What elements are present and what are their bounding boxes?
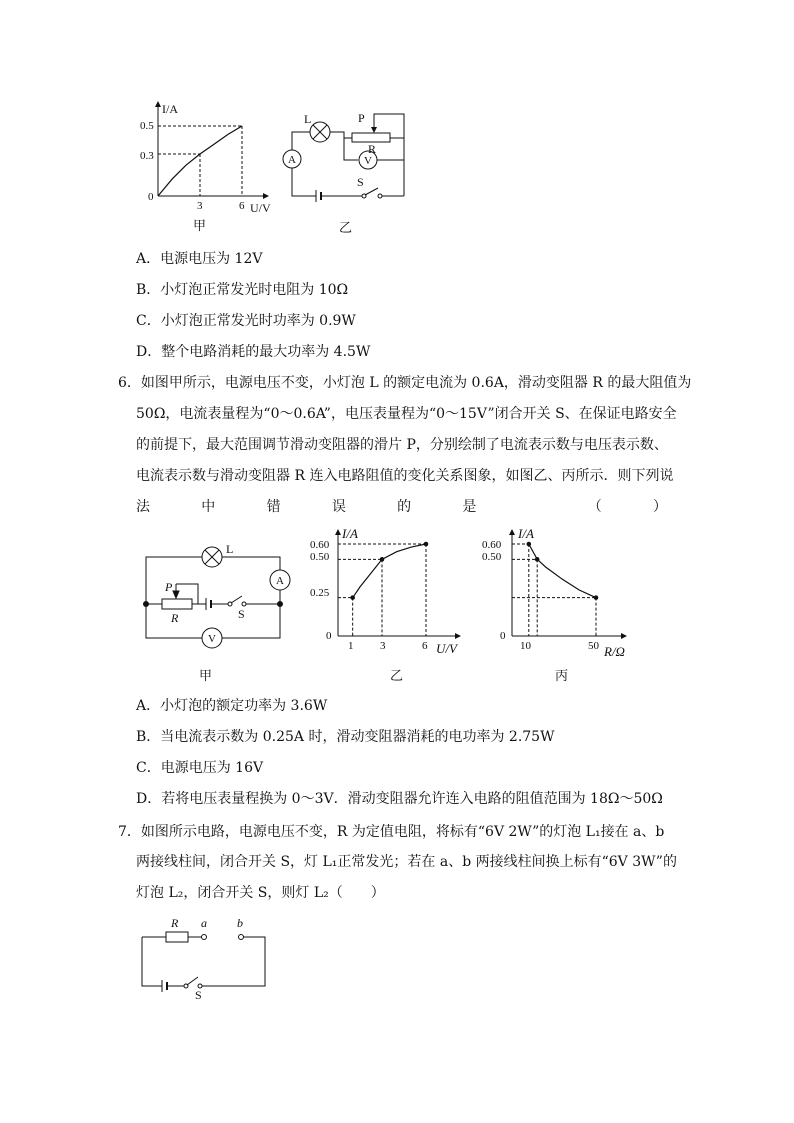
q5-option-c: C．小灯泡正常发光时功率为 0.9W [136,313,356,329]
q6-stem-line: 电流表示数与滑动变阻器 R 连入电路阻值的变化关系图象，如图乙、丙所示．则下列说 [136,468,674,484]
y-tick-label: 0.5 [140,120,154,132]
switch-label: S [238,607,245,621]
fig5-caption-yi: 乙 [339,221,353,236]
q6-stem-line: 的前提下，最大范围调节滑动变阻器的滑片 P，分别绘制了电流表示数与电压表示数、 [136,437,668,453]
fig6-caption-jia: 甲 [199,669,213,684]
voltmeter-label: V [364,155,372,167]
q6-char: 错 [266,499,281,515]
lamp-label: L [226,542,234,556]
data-point [594,596,598,600]
q6-option-a: A．小灯泡的额定功率为 3.6W [136,698,328,714]
y-axis-label: I/A [518,526,534,541]
q6-option-d: D．若将电压表量程换为 0～3V．滑动变阻器允许连入电路的阻值范围为 18Ω～50Ω [136,791,663,807]
fig6-iu-graph [310,522,470,657]
y-tick-label: 0.50 [482,551,502,563]
y-tick-label: 0.50 [310,551,330,563]
x-tick-label: 10 [520,640,531,652]
lamp-label: L [304,112,312,126]
resistor-label: R [171,611,179,625]
fig6-caption-bing: 丙 [555,669,569,684]
ammeter-label: A [288,154,296,166]
q6-char: 法 [136,499,150,515]
x-tick-label: 3 [197,200,203,212]
fig5-iu-graph [140,98,280,238]
answer-paren-close: ） [652,499,667,515]
x-tick-label: 1 [348,640,354,652]
y-tick-label: 0.3 [140,150,154,162]
resistor-label: R [368,142,377,156]
fig6-caption-yi: 乙 [390,669,404,684]
fig6-ir-graph [480,522,640,662]
q6-char: 的 [397,499,412,515]
data-point [424,542,428,546]
q7-stem-line: 两接线柱间，闭合开关 S，灯 L₁正常发光；若在 a、b 两接线柱间换上标有“6V 3W”的 [136,854,677,870]
series-line [353,544,426,598]
y-axis-label: I/A [162,102,178,116]
q6-stem-last-line [136,498,667,516]
switch-label: S [195,988,202,1002]
voltmeter-label: V [208,633,216,645]
origin-label: 0 [326,630,332,642]
q5-option-d: D．整个电路消耗的最大功率为 4.5W [136,344,371,360]
y-tick-label: 0.60 [482,539,502,551]
x-tick-label: 6 [239,200,245,212]
q6-char: 中 [201,499,216,515]
q6-stem-line: 50Ω，电流表量程为“0～0.6A”，电压表量程为“0～15V”闭合开关 S、在保证电路安全 [136,406,677,422]
terminal-a-label: a [201,916,207,930]
origin-label: 0 [500,630,506,642]
x-tick-label: 6 [422,640,428,652]
x-tick-label: 3 [380,640,386,652]
answer-paren-open: （ [587,499,602,515]
q5-option-a: A．电源电压为 12V [136,251,263,267]
q5-option-b: B．小灯泡正常发光时电阻为 10Ω [136,282,349,298]
x-axis-label: R/Ω [604,644,625,659]
pointer-label: P [358,111,365,125]
x-axis-label: U/V [250,201,271,215]
y-tick-label: 0.60 [310,539,330,551]
q7-circuit [138,915,273,1000]
y-axis-label: I/A [342,526,358,541]
q6-option-b: B．当电流表示数为 0.25A 时，滑动变阻器消耗的电功率为 2.75W [136,729,555,745]
q6-char: 是 [462,499,477,515]
origin-label: 0 [148,191,154,203]
q6-option-c: C．电源电压为 16V [136,760,264,776]
switch-label: S [357,175,364,189]
q7-stem-line: 灯泡 L₂，闭合开关 S，则灯 L₂（ ） [136,885,385,901]
resistor-label: R [171,916,179,930]
data-point [535,558,539,562]
data-point [527,542,531,546]
data-point [351,596,355,600]
q6-char: 误 [331,499,346,515]
x-axis-label: U/V [436,641,457,656]
data-point [380,558,384,562]
fig5-circuit [280,110,410,205]
ammeter-label: A [276,575,284,587]
q6-stem-line: 6．如图甲所示，电源电压不变，小灯泡 L 的额定电流为 0.6A，滑动变阻器 R 的最大阻值为 [118,375,692,391]
y-tick-label: 0.25 [310,587,330,599]
terminal-b-label: b [237,916,243,930]
q7-stem-line: 7．如图所示电路，电源电压不变，R 为定值电阻，将标有“6V 2W”的灯泡 L₁接在 a、b [118,824,665,840]
fig5-caption-jia: 甲 [193,219,207,234]
x-tick-label: 50 [588,640,599,652]
series-line [529,544,596,598]
fig6-circuit [138,535,298,655]
pointer-label: P [165,580,173,594]
